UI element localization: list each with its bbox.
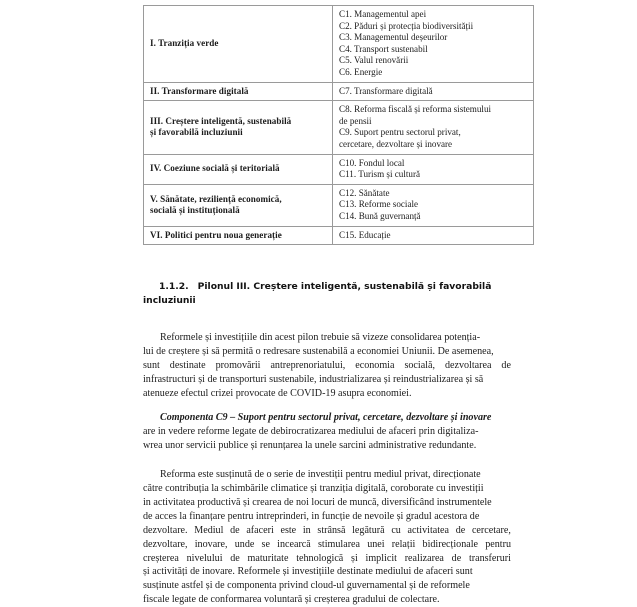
- component-line: C7. Transformare digitală: [339, 85, 433, 96]
- line-word: dezvoltarea: [444, 359, 492, 371]
- line-word: socială,: [404, 359, 435, 371]
- line-word: inovare,: [194, 538, 228, 550]
- table-row: [144, 226, 534, 245]
- pillar-line: I. Tranziția verde: [150, 37, 219, 48]
- text-line: are in vedere reforme legate de debirocratizarea mediului de afaceri prin digitaliza-: [143, 426, 479, 437]
- component-line: C11. Turism și cultură: [339, 169, 421, 180]
- pillar-line: VI. Politici pentru noua generație: [150, 229, 282, 240]
- line-word: de: [230, 524, 240, 536]
- line-word: cercetare,: [471, 524, 511, 536]
- pillar-cell: [144, 184, 333, 226]
- line-word: legătură: [352, 524, 385, 536]
- components-cell: [333, 101, 534, 154]
- text-line: wrea unor servicii publice și renunțarea la unele sarcini administrative redundante.: [143, 439, 477, 451]
- paragraph-componenta-c9: [143, 411, 511, 453]
- text-line: [143, 552, 511, 566]
- line-word: tehnologică: [296, 552, 344, 564]
- line-word: de: [455, 524, 466, 536]
- componenta-c9-lead: Componenta C9 – Suport pentru sectorul privat, cercetare, dezvoltare și inovare: [160, 412, 492, 424]
- pillar-line: II. Transformare digitală: [150, 85, 249, 96]
- pillars-table-container: [143, 5, 511, 245]
- component-line: C14. Bună guvernanță: [339, 210, 421, 221]
- component-line: C10. Fondul local: [339, 157, 405, 168]
- text-line: [143, 538, 511, 552]
- component-line: C13. Reforme sociale: [339, 199, 419, 210]
- component-line: de pensii: [339, 115, 372, 126]
- line-word: este: [280, 524, 297, 536]
- text-line: [143, 468, 511, 482]
- line-word: de: [501, 359, 511, 371]
- component-line: C4. Transport sustenabil: [339, 43, 428, 54]
- line-word: stimularea: [317, 538, 361, 550]
- line-word: bidirecționale: [422, 538, 479, 550]
- text-line: [143, 331, 511, 345]
- table-row: [144, 184, 534, 226]
- line-word: transferuri: [468, 552, 511, 564]
- table-row: [144, 101, 534, 154]
- pillar-line: V. Sănătate, reziliență economică,: [150, 193, 282, 204]
- components-cell: [333, 6, 534, 83]
- pillar-cell: [144, 226, 333, 245]
- line-word: sunt: [143, 359, 160, 371]
- pillar-cell: [144, 101, 333, 154]
- pillar-line: socială și instituțională: [150, 205, 240, 216]
- line-word: afaceri: [246, 524, 274, 536]
- component-line: C15. Educație: [339, 229, 391, 240]
- line-text: Reforma este susținută de o serie de investiții pentru mediul privat, direcționate: [160, 469, 481, 481]
- line-word: in: [302, 524, 311, 536]
- line-word: antreprenoriatului,: [270, 359, 346, 371]
- line-word: pentru: [485, 538, 511, 550]
- line-word: relații: [391, 538, 416, 550]
- text-line: [143, 359, 511, 373]
- pillars-components-table: [143, 5, 534, 245]
- text-line: [143, 524, 511, 538]
- section-heading: [143, 280, 511, 308]
- component-line: C9. Suport pentru sectorul privat,: [339, 127, 461, 138]
- pillar-line: III. Creștere inteligentă, sustenabilă: [150, 115, 292, 126]
- line-word: nivelului: [186, 552, 223, 564]
- table-row: [144, 6, 534, 83]
- line-word: destinate: [169, 359, 206, 371]
- line-word: economia: [355, 359, 395, 371]
- text-line: [143, 411, 511, 425]
- text-line: de acces la finanțare pentru intreprinderi, in funcție de nevoile și gradul acestora de: [143, 510, 480, 522]
- text-line: in activitatea productivă și crearea de noi locuri de muncă, diversificând instrumentele: [143, 496, 492, 508]
- line-word: implicit: [365, 552, 397, 564]
- component-line: C12. Sănătate: [339, 187, 390, 198]
- component-line: C2. Păduri și protecția biodiversității: [339, 20, 474, 31]
- line-word: maturitate: [247, 552, 289, 564]
- line-word: strânsă: [317, 524, 346, 536]
- line-word: de: [451, 552, 462, 564]
- component-line: cercetare, dezvoltare și inovare: [339, 138, 453, 149]
- paragraph-intro: [143, 331, 511, 401]
- text-line: și activități de inovare. Reformele și investițiile destinate mediului de afaceri sunt: [143, 566, 473, 578]
- section-heading-line-2: incluziunii: [143, 295, 196, 306]
- component-line: C1. Managementul apei: [339, 9, 427, 19]
- table-body: [144, 6, 534, 245]
- component-line: C8. Reforma fiscală și reforma sistemului: [339, 104, 492, 115]
- line-word: cu: [391, 524, 401, 536]
- line-word: promovării: [215, 359, 261, 371]
- pillar-line: IV. Coeziune socială și teritorială: [150, 163, 280, 174]
- line-word: activitatea: [407, 524, 450, 536]
- line-word: se: [261, 538, 270, 550]
- text-line: atenueze efectul crizei provocate de COVID-19 asupra economiei.: [143, 387, 412, 399]
- line-word: creșterea: [143, 552, 179, 564]
- line-word: de: [230, 552, 240, 564]
- table-row: [144, 82, 534, 101]
- component-line: C5. Valul renovării: [339, 55, 409, 66]
- line-word: unei: [367, 538, 385, 550]
- line-word: incearcă: [277, 538, 311, 550]
- text-line: fiscale legate de conformarea voluntară și creșterea gradului de colectare.: [143, 594, 440, 606]
- components-cell: [333, 82, 534, 101]
- components-cell: [333, 184, 534, 226]
- pillar-cell: [144, 154, 333, 184]
- pillar-cell: [144, 82, 333, 101]
- line-text: Reformele și investițiile din acest pilon trebuie să vizeze consolidarea potenția-: [160, 332, 481, 344]
- paragraph-reforma: [143, 468, 511, 607]
- line-word: dezvoltare.: [143, 524, 188, 536]
- text-line: lui de creștere și să permită o redresare sustenabilă a economiei Uniunii. De asemenea,: [143, 346, 494, 357]
- text-line: către contribuția la schimbările climatice și tranziția digitală, coroborate cu investiții: [143, 483, 484, 494]
- line-word: unde: [234, 538, 255, 550]
- text-line: susținute astfel și de componenta privind cloud-ul guvernamental și de reformele: [143, 580, 470, 592]
- pillar-cell: [144, 6, 333, 83]
- line-word: dezvoltare,: [143, 538, 188, 550]
- text-line: infrastructuri și de transporturi sustenabile, industrializarea și reindustrializarea și să: [143, 373, 484, 385]
- section-heading-line-1: Pilonul III. Creștere inteligentă, sustenabilă și favorabilă: [197, 281, 492, 292]
- section-number: 1.1.2.: [159, 281, 189, 292]
- table-row: [144, 154, 534, 184]
- components-cell: [333, 226, 534, 245]
- line-word: și: [351, 552, 358, 564]
- line-word: Mediul: [194, 524, 224, 536]
- component-line: C3. Managementul deșeurilor: [339, 32, 448, 43]
- pillar-line: și favorabilă incluziunii: [150, 127, 243, 138]
- line-word: realizarea: [404, 552, 444, 564]
- component-line: C6. Energie: [339, 66, 383, 77]
- components-cell: [333, 154, 534, 184]
